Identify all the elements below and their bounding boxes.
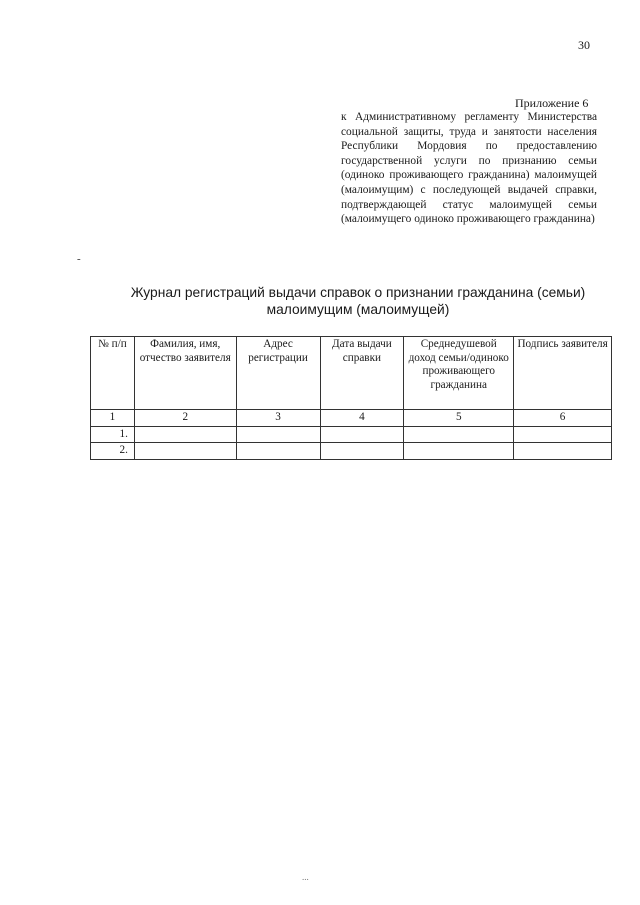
column-number-row bbox=[91, 410, 612, 427]
column-number: 6 bbox=[514, 410, 612, 427]
table-cell bbox=[404, 426, 514, 443]
header-issue-date: Дата выдачи справки bbox=[320, 337, 404, 410]
table-header-row bbox=[91, 337, 612, 410]
page-number: 30 bbox=[578, 38, 590, 52]
table-row bbox=[91, 443, 612, 460]
column-number: 1 bbox=[91, 410, 135, 427]
header-address: Адрес регистрации bbox=[236, 337, 320, 410]
header-signature: Подпись заявителя bbox=[514, 337, 612, 410]
journal-table bbox=[90, 336, 612, 460]
header-number: № п/п bbox=[91, 337, 135, 410]
header-full-name: Фамилия, имя, отчество заявителя bbox=[134, 337, 236, 410]
header-income: Среднедушевой доход семьи/одиноко проживающего гражданина bbox=[404, 337, 514, 410]
column-number: 4 bbox=[320, 410, 404, 427]
journal-title-line-2: малоимущим (малоимущей) bbox=[266, 302, 450, 317]
table-cell bbox=[134, 443, 236, 460]
table-cell bbox=[236, 443, 320, 460]
table-cell bbox=[320, 443, 404, 460]
table-cell bbox=[514, 426, 612, 443]
appendix-text: к Административному регламенту Министерства социальной защиты, труда и занятости населения Республики Мордовия по предоставлению государственной услуги по признанию семьи (одиноко проживающего гражданина) малоимущей (малоимущим) с последующей выдачей справки, подтверждающей статус малоимущей семьи (малоимущего одиноко проживающего гражданина) bbox=[341, 111, 597, 226]
row-number: 1. bbox=[91, 426, 135, 443]
column-number: 2 bbox=[134, 410, 236, 427]
table-cell bbox=[134, 426, 236, 443]
scan-mark: ... bbox=[302, 872, 309, 882]
table-row bbox=[91, 426, 612, 443]
table-cell bbox=[404, 443, 514, 460]
row-number: 2. bbox=[91, 443, 135, 460]
table-cell bbox=[320, 426, 404, 443]
column-number: 3 bbox=[236, 410, 320, 427]
stray-mark: - bbox=[77, 253, 81, 265]
journal-title bbox=[118, 284, 598, 318]
journal-title-line-1: Журнал регистраций выдачи справок о признании гражданина (семьи) bbox=[130, 285, 586, 300]
column-number: 5 bbox=[404, 410, 514, 427]
table-cell bbox=[236, 426, 320, 443]
appendix-title: Приложение 6 bbox=[515, 96, 589, 110]
table-cell bbox=[514, 443, 612, 460]
